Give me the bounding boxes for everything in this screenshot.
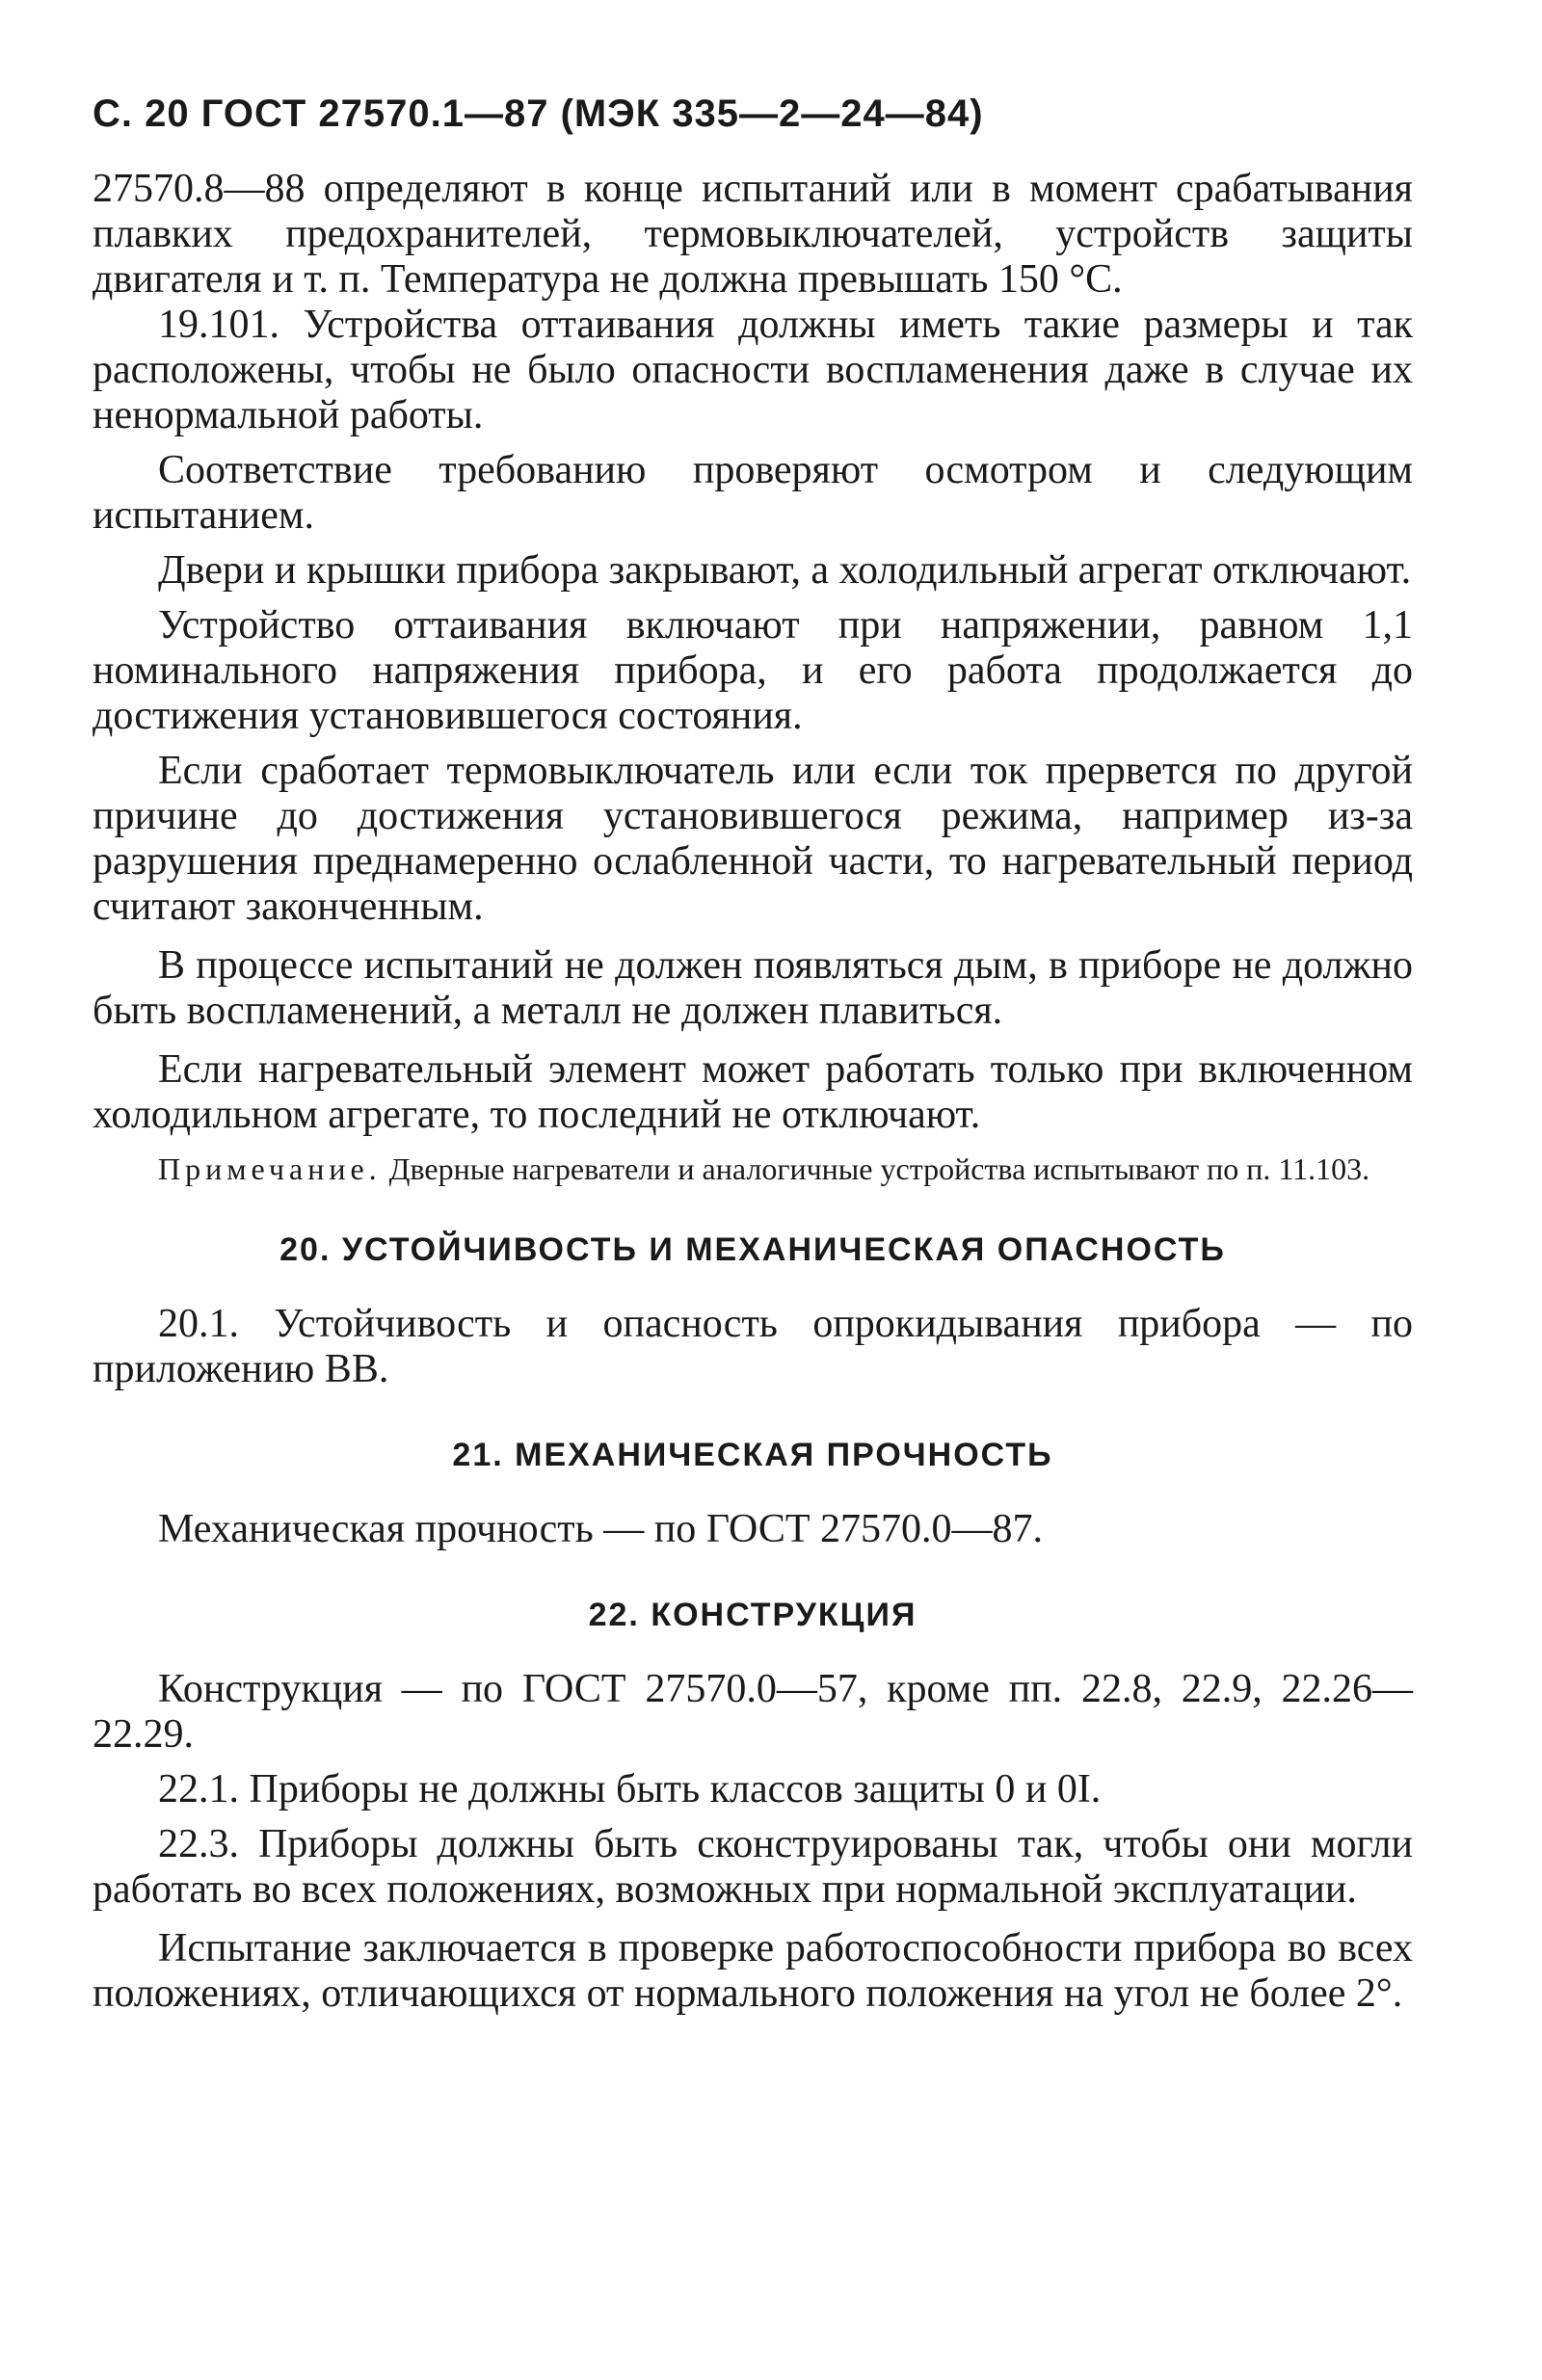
paragraph-continuation: 27570.8—88 определяют в конце испытаний или в момент срабатывания плавких предохранителей, термовыключателей, устройств защиты двигателя и т. п. Температура не должна превышать 150 °С. (93, 167, 1413, 302)
document-page (93, 93, 1413, 2017)
note (93, 1151, 1413, 1187)
paragraph-22: Конструкция — по ГОСТ 27570.0—57, кроме пп. 22.8, 22.9, 22.26—22.29. (93, 1667, 1413, 1757)
paragraph-test: Испытание заключается в проверке работоспособности прибора во всех положениях, отличающихся от нормального положения на угол не более 2°. (93, 1926, 1413, 2016)
page-header: С. 20 ГОСТ 27570.1—87 (МЭК 335—2—24—84) (93, 93, 984, 135)
paragraph-19-101: 19.101. Устройства оттаивания должны иметь такие размеры и так расположены, чтобы не было опасности воспламенения даже в случае их ненормальной работы. (93, 303, 1413, 437)
paragraph-22-3: 22.3. Приборы должны быть сконструированы так, чтобы они могли работать во всех положениях, возможных при нормальной эксплуатации. (93, 1822, 1413, 1912)
paragraph-21: Механическая прочность — по ГОСТ 27570.0—87. (158, 1507, 1044, 1551)
section-20-heading: 20. УСТОЙЧИВОСТЬ И МЕХАНИЧЕСКАЯ ОПАСНОСТЬ (279, 1231, 1226, 1268)
paragraph-thermal-cutout: Если сработает термовыключатель или если ток прервется по другой причине до достижения установившегося режима, например из-за разрушения преднамеренно ослабленной части, то нагревательный период считают законченным. (93, 749, 1413, 929)
note-text: Дверные нагреватели и аналогичные устройства испытывают по п. 11.103. (381, 1151, 1370, 1186)
paragraph-22-1: 22.1. Приборы не должны быть классов защиты 0 и 0I. (158, 1767, 1102, 1811)
paragraph-doors: Двери и крышки прибора закрывают, а холодильный агрегат отключают. (158, 548, 1412, 593)
paragraph-compliance: Соответствие требованию проверяют осмотром и следующим испытанием. (93, 448, 1413, 538)
section-21-heading: 21. МЕХАНИЧЕСКАЯ ПРОЧНОСТЬ (452, 1437, 1053, 1473)
paragraph-heating-element: Если нагревательный элемент может работать только при включенном холодильном агрегате, то последний не отключают. (93, 1047, 1413, 1137)
note-label: Примечание. (158, 1151, 382, 1186)
paragraph-defrost-voltage: Устройство оттаивания включают при напряжении, равном 1,1 номинального напряжения прибора, и его работа продолжается до достижения установившегося состояния. (93, 603, 1413, 738)
paragraph-smoke: В процессе испытаний не должен появляться дым, в приборе не должно быть воспламенений, а металл не должен плавиться. (93, 943, 1413, 1033)
paragraph-20-1: 20.1. Устойчивость и опасность опрокидывания прибора — по приложению ВВ. (93, 1302, 1413, 1391)
section-22-heading: 22. КОНСТРУКЦИЯ (588, 1597, 917, 1633)
